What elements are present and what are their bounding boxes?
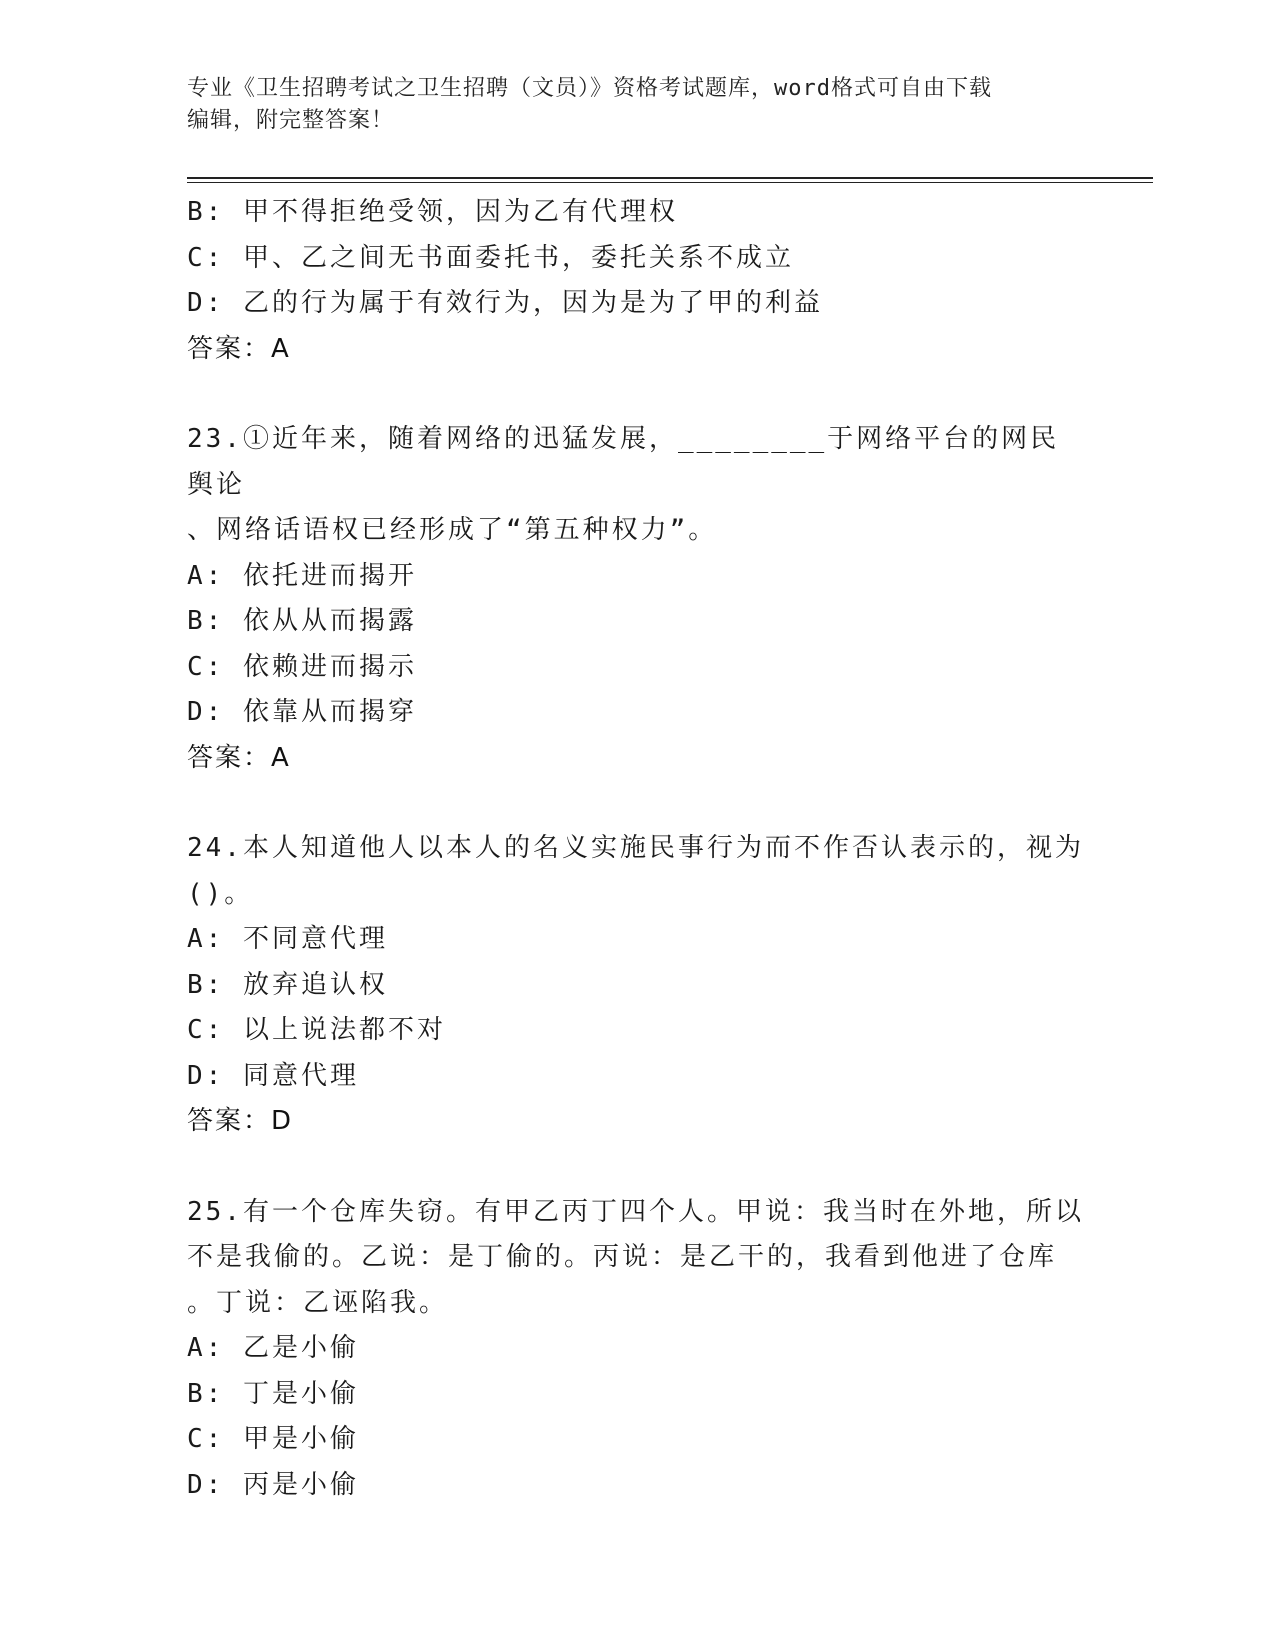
question-stem-line: ()。 (187, 878, 254, 909)
question-23 (187, 417, 1087, 781)
question-22-continued (187, 190, 1087, 372)
question-stem-line: 、网络话语权已经形成了“第五种权力”。 (187, 515, 718, 545)
option-b: B: 放弃追认权 (187, 969, 388, 1000)
option-d: D: 丙是小偷 (187, 1469, 359, 1500)
answer-line: 答案：D (187, 1106, 294, 1136)
option-c: C: 依赖进而揭示 (187, 651, 417, 682)
option-b: B: 甲不得拒绝受领，因为乙有代理权 (187, 197, 678, 227)
header-divider (187, 177, 1153, 179)
spacer (187, 372, 1087, 417)
option-d: D: 乙的行为属于有效行为，因为是为了甲的利益 (187, 288, 823, 318)
question-24 (187, 826, 1087, 1145)
spacer (187, 781, 1087, 826)
option-a: A: 乙是小偷 (187, 1333, 359, 1363)
answer-line: 答案：A (187, 333, 291, 364)
question-stem-line: 25.有一个仓库失窃。有甲乙丙丁四个人。甲说：我当时在外地，所以 (187, 1196, 1084, 1227)
question-stem-line: 23.①近年来，随着网络的迅猛发展，________于网络平台的网民舆论 (187, 424, 1060, 500)
header-divider-thin (187, 182, 1153, 183)
question-stem-line: 不是我偷的。乙说：是丁偷的。丙说：是乙干的，我看到他进了仓库 (187, 1242, 1058, 1272)
option-c: C: 甲是小偷 (187, 1424, 359, 1454)
header-line-1: 专业《卫生招聘考试之卫生招聘（文员）》资格考试题库，word格式可自由下载 (187, 76, 992, 101)
option-a: A: 不同意代理 (187, 924, 388, 954)
option-a: A: 依托进而揭开 (187, 560, 417, 591)
option-c: C: 以上说法都不对 (187, 1015, 446, 1045)
spacer (187, 1145, 1087, 1190)
option-b: B: 丁是小偷 (187, 1378, 359, 1409)
document-header (187, 73, 1077, 137)
question-stem-line: 24.本人知道他人以本人的名义实施民事行为而不作否认表示的，视为 (187, 833, 1084, 863)
question-25 (187, 1190, 1087, 1509)
answer-line: 答案：A (187, 742, 291, 773)
option-d: D: 依靠从而揭穿 (187, 697, 417, 727)
option-d: D: 同意代理 (187, 1060, 359, 1091)
option-b: B: 依从从而揭露 (187, 606, 417, 636)
header-line-2: 编辑，附完整答案！ (187, 108, 395, 133)
option-c: C: 甲、乙之间无书面委托书，委托关系不成立 (187, 242, 794, 273)
question-stem-line: 。丁说：乙诬陷我。 (187, 1287, 449, 1318)
question-list (187, 190, 1087, 1508)
